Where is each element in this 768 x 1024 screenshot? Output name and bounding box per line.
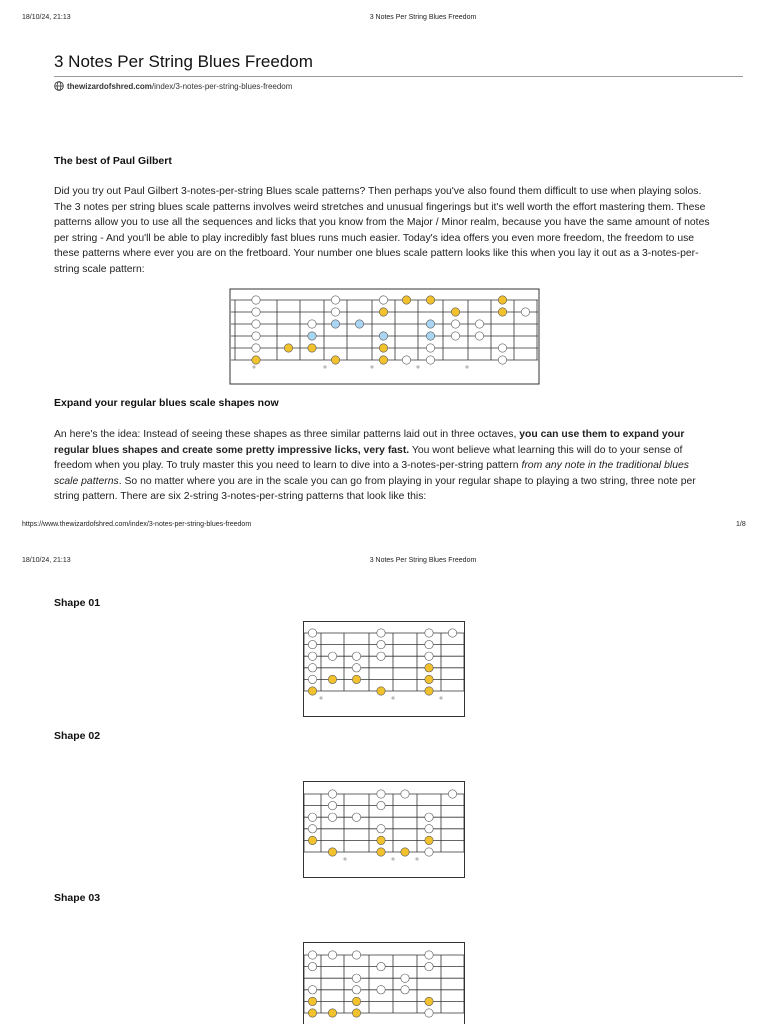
note-dot <box>331 308 339 316</box>
note-dot <box>352 813 360 821</box>
note-dot <box>498 356 506 364</box>
note-dot <box>425 675 433 683</box>
note-dot <box>379 344 387 352</box>
note-dot <box>425 664 433 672</box>
note-dot <box>352 664 360 672</box>
note-dot <box>328 801 336 809</box>
note-dot <box>379 296 387 304</box>
idea-text-italic: from any note in the traditional blues scale patterns <box>54 460 689 487</box>
section-heading-expand: Expand your regular blues scale shapes now <box>54 397 279 409</box>
note-dot <box>401 974 409 982</box>
fret-marker <box>465 365 468 368</box>
note-dot <box>308 664 316 672</box>
note-dot <box>308 825 316 833</box>
note-dot <box>451 308 459 316</box>
idea-text-e: . So no matter where you are in the scale you can go from playing in your regular shape to playing a two string, three note per string pattern. There are six 2-string 3-notes-per-string patterns that look like this: <box>54 475 696 503</box>
note-dot <box>252 308 260 316</box>
globe-icon <box>54 81 64 91</box>
note-dot <box>402 296 410 304</box>
idea-paragraph <box>54 427 714 505</box>
note-dot <box>252 320 260 328</box>
note-dot <box>352 997 360 1005</box>
note-dot <box>308 629 316 637</box>
note-dot <box>328 675 336 683</box>
note-dot <box>328 652 336 660</box>
note-dot <box>425 962 433 970</box>
print-title: 3 Notes Per String Blues Freedom <box>369 14 477 21</box>
source-path[interactable]: /index/3-notes-per-string-blues-freedom <box>151 81 293 91</box>
note-dot <box>328 790 336 798</box>
note-dot <box>331 320 339 328</box>
fret-marker <box>415 857 418 860</box>
note-dot <box>308 836 316 844</box>
note-dot <box>451 320 459 328</box>
note-dot <box>352 986 360 994</box>
print-date-page2: 18/10/24, 21:13 <box>22 557 71 564</box>
shape-03-diagram <box>303 942 466 1024</box>
shape-02-diagram <box>303 781 466 879</box>
note-dot <box>498 308 506 316</box>
note-dot <box>308 332 316 340</box>
note-dot <box>425 848 433 856</box>
note-dot <box>308 1009 316 1017</box>
note-dot <box>252 332 260 340</box>
note-dot <box>377 825 385 833</box>
section-heading-paul-gilbert: The best of Paul Gilbert <box>54 155 172 167</box>
page-title: 3 Notes Per String Blues Freedom <box>54 52 313 71</box>
fret-marker <box>370 365 373 368</box>
note-dot <box>328 1009 336 1017</box>
note-dot <box>308 813 316 821</box>
note-dot <box>328 951 336 959</box>
idea-text-c: You wont believe what learning this will do to your sense of freedom when you play. To truly master this you need to learn to dive into a 3-notes-per-string pattern <box>54 444 683 472</box>
note-dot <box>377 652 385 660</box>
note-dot <box>352 951 360 959</box>
note-dot <box>328 813 336 821</box>
note-dot <box>352 652 360 660</box>
note-dot <box>401 986 409 994</box>
note-dot <box>377 986 385 994</box>
idea-text-a: An here's the idea: Instead of seeing these shapes as three similar patterns laid out in three octaves, <box>54 429 520 440</box>
note-dot <box>425 629 433 637</box>
note-dot <box>308 962 316 970</box>
note-dot <box>425 813 433 821</box>
note-dot <box>331 356 339 364</box>
note-dot <box>498 344 506 352</box>
note-dot <box>308 344 316 352</box>
print-date: 18/10/24, 21:13 <box>22 14 71 21</box>
note-dot <box>377 790 385 798</box>
fret-marker <box>252 365 255 368</box>
footer-page-number: 1/8 <box>736 521 746 528</box>
footer-url: https://www.thewizardofshred.com/index/3-notes-per-string-blues-freedom <box>22 521 252 528</box>
note-dot <box>426 332 434 340</box>
note-dot <box>379 356 387 364</box>
note-dot <box>377 962 385 970</box>
note-dot <box>252 344 260 352</box>
note-dot <box>451 332 459 340</box>
note-dot <box>377 629 385 637</box>
fret-marker <box>439 696 442 699</box>
note-dot <box>328 848 336 856</box>
fret-marker <box>416 365 419 368</box>
fret-marker <box>391 857 394 860</box>
note-dot <box>252 296 260 304</box>
note-dot <box>331 296 339 304</box>
note-dot <box>425 640 433 648</box>
note-dot <box>377 848 385 856</box>
shape-01-diagram <box>303 621 466 718</box>
print-title-page2: 3 Notes Per String Blues Freedom <box>369 557 477 564</box>
note-dot <box>377 836 385 844</box>
note-dot <box>377 687 385 695</box>
title-divider <box>54 76 743 77</box>
fret-marker <box>343 857 346 860</box>
note-dot <box>308 652 316 660</box>
note-dot <box>352 1009 360 1017</box>
note-dot <box>426 296 434 304</box>
note-dot <box>308 675 316 683</box>
note-dot <box>308 320 316 328</box>
note-dot <box>448 629 456 637</box>
note-dot <box>401 790 409 798</box>
note-dot <box>352 974 360 982</box>
note-dot <box>284 344 292 352</box>
note-dot <box>426 320 434 328</box>
fret-marker <box>323 365 326 368</box>
note-dot <box>426 356 434 364</box>
note-dot <box>379 332 387 340</box>
note-dot <box>377 640 385 648</box>
note-dot <box>448 790 456 798</box>
note-dot <box>308 640 316 648</box>
shape-01-label: Shape 01 <box>54 597 101 609</box>
note-dot <box>401 848 409 856</box>
note-dot <box>379 308 387 316</box>
note-dot <box>402 356 410 364</box>
note-dot <box>425 652 433 660</box>
main-fretboard-diagram <box>229 288 541 386</box>
note-dot <box>425 951 433 959</box>
shape-02-label: Shape 02 <box>54 730 101 742</box>
note-dot <box>425 825 433 833</box>
source-domain[interactable]: thewizardofshred.com <box>67 81 152 91</box>
note-dot <box>425 1009 433 1017</box>
note-dot <box>521 308 529 316</box>
note-dot <box>475 332 483 340</box>
note-dot <box>498 296 506 304</box>
note-dot <box>308 951 316 959</box>
note-dot <box>308 997 316 1005</box>
note-dot <box>308 986 316 994</box>
note-dot <box>252 356 260 364</box>
idea-text-bold: you can use them to expand your regular blues shapes and create some pretty impressive licks, very fast. <box>54 429 685 456</box>
note-dot <box>377 801 385 809</box>
note-dot <box>425 997 433 1005</box>
note-dot <box>426 344 434 352</box>
intro-paragraph: Did you try out Paul Gilbert 3-notes-per-string Blues scale patterns? Then perhaps you've also found them difficult to use when playing solos. The 3 notes per string blues scale patterns involves weird stretches and unusual fingerings but it's well worth the effort mastering them. These patterns allow you to use all the sequences and licks that you know from the Major / Minor realm, because you have the same amount of notes per string - And you'll be able to play incredibly fast blues runs much easier. Today's idea offers you even more freedom, the freedom to use these patterns where ever you are on the fretboard. Your number one blues scale pattern looks like this when you lay it out as a 3-notes-per-string scale pattern: <box>54 186 710 275</box>
shape-03-label: Shape 03 <box>54 892 101 904</box>
fret-marker <box>391 696 394 699</box>
note-dot <box>425 687 433 695</box>
note-dot <box>352 675 360 683</box>
fret-marker <box>319 696 322 699</box>
note-dot <box>355 320 363 328</box>
source-link[interactable] <box>54 81 292 91</box>
note-dot <box>475 320 483 328</box>
note-dot <box>425 836 433 844</box>
note-dot <box>308 687 316 695</box>
